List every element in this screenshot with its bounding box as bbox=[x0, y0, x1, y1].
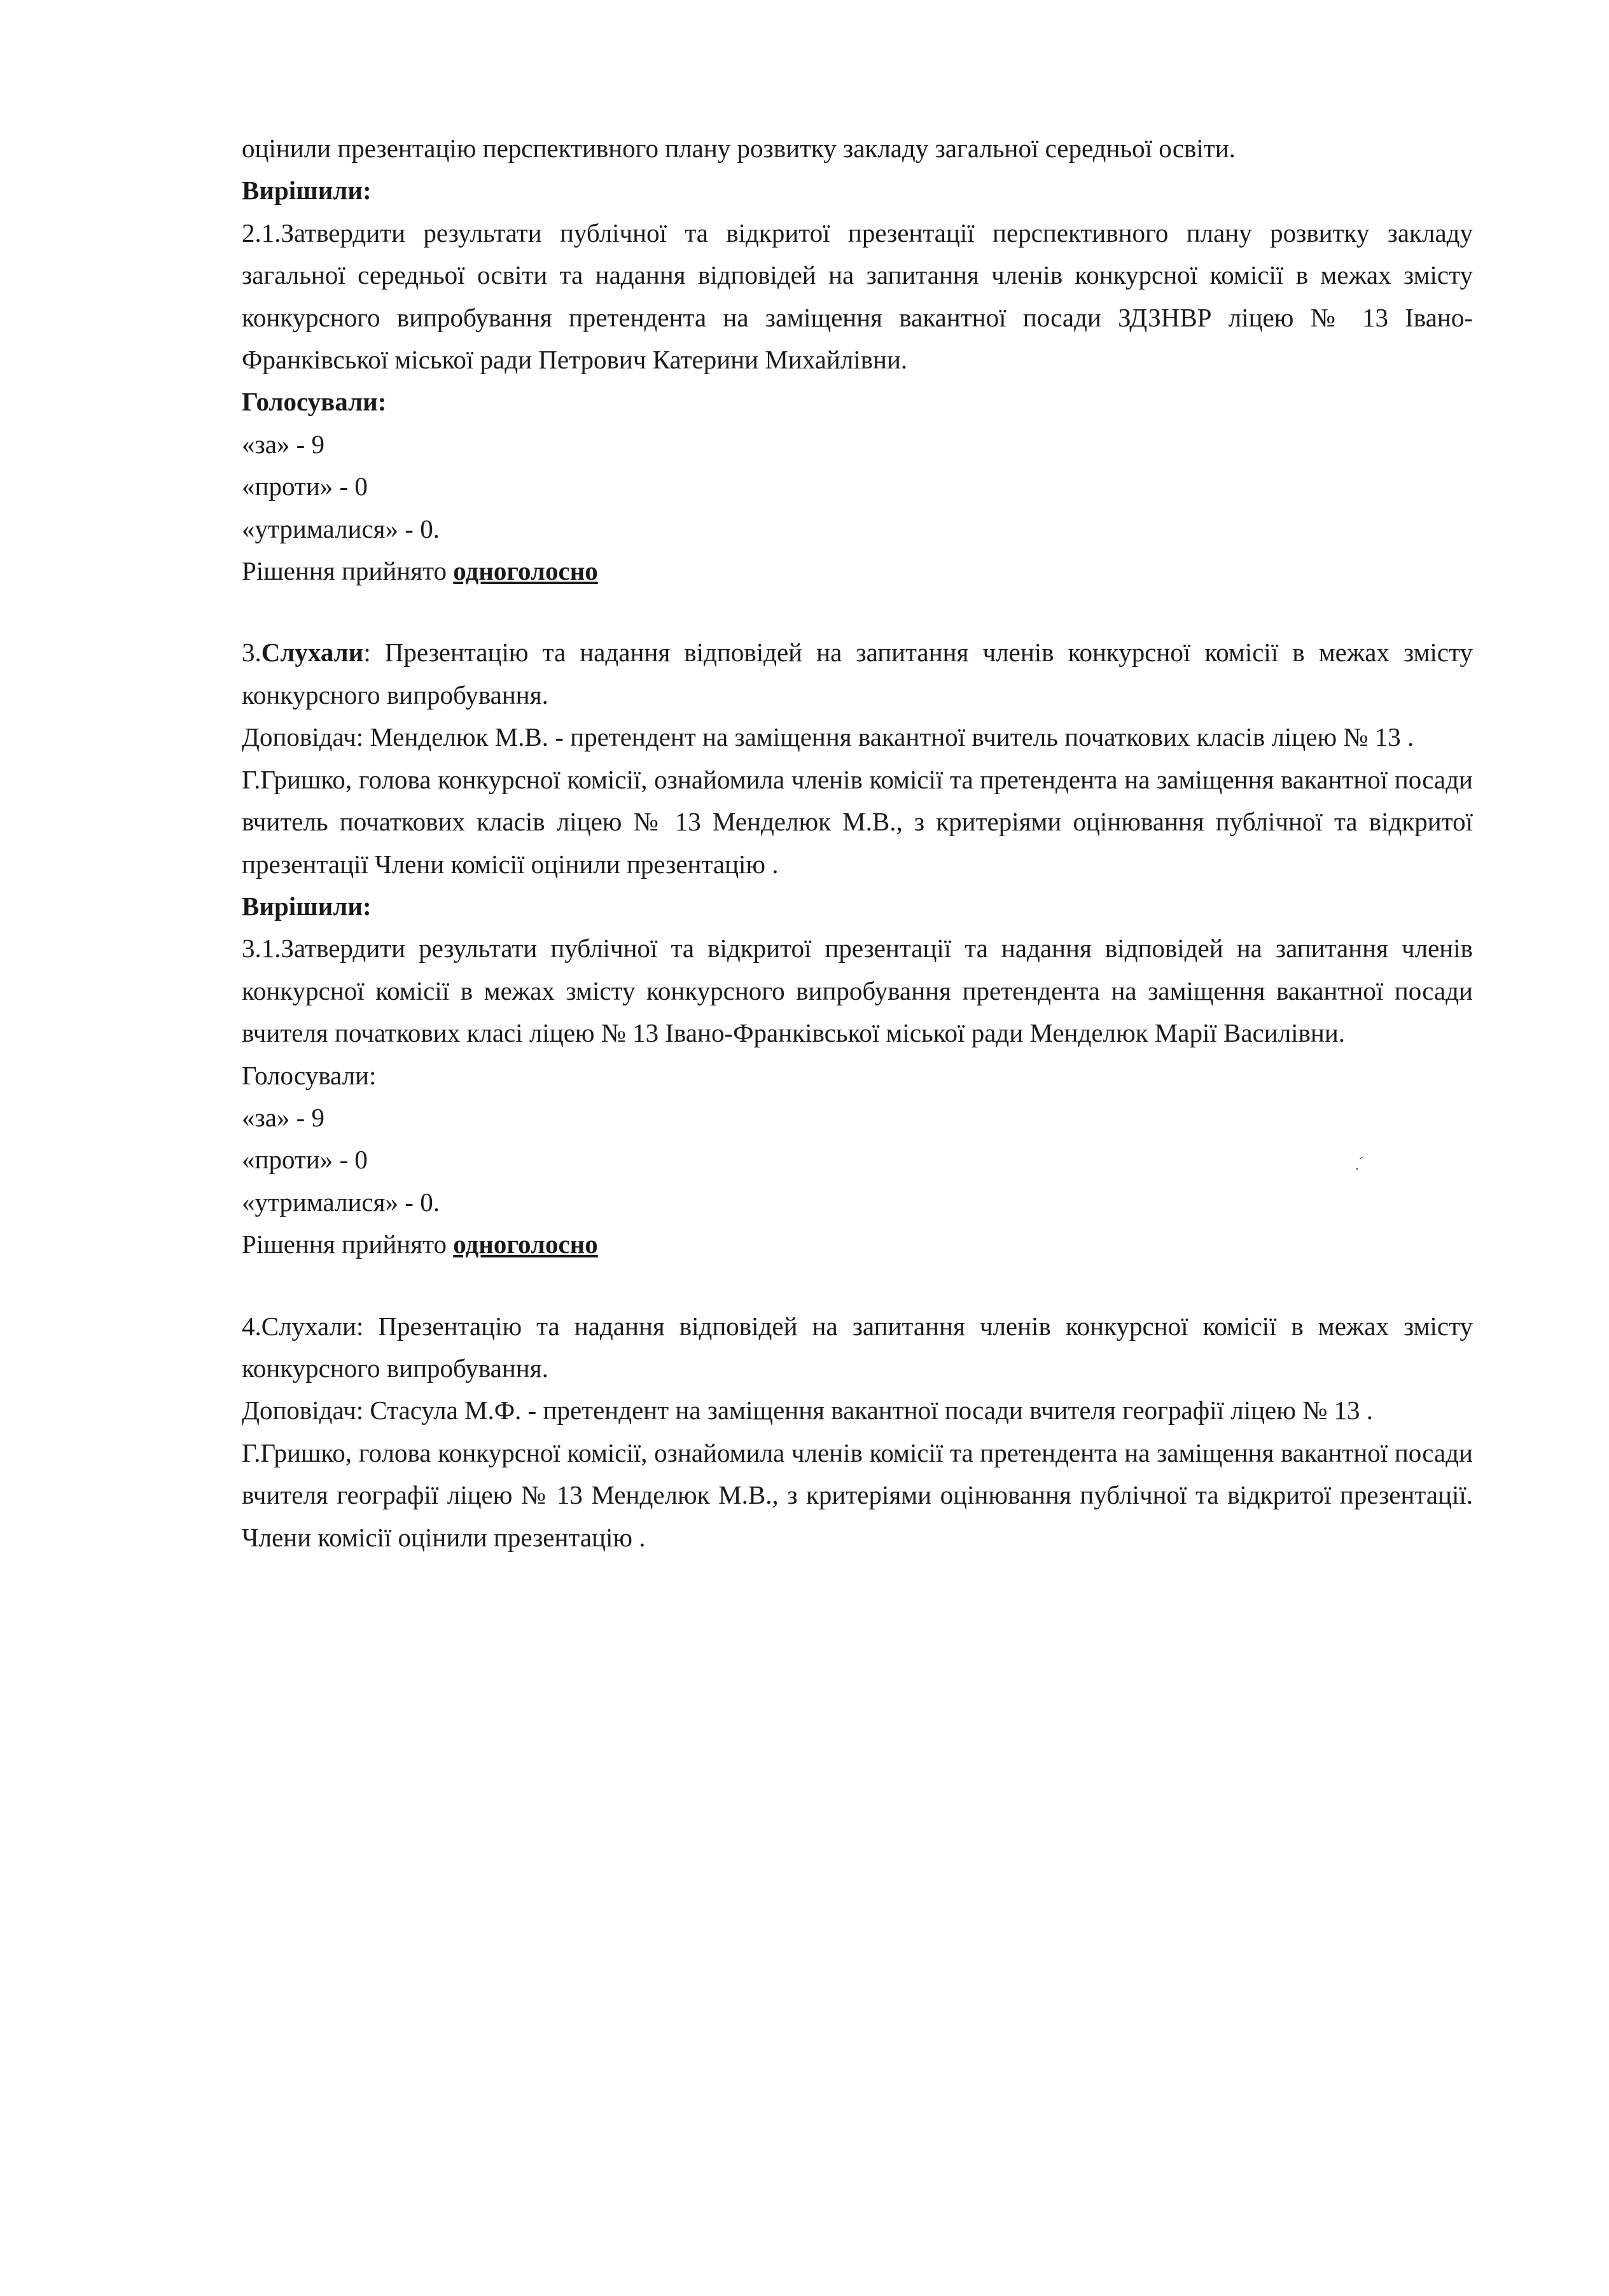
paragraph-item-3-heard bbox=[242, 631, 1473, 716]
paragraph-item-4-body: Г.Гришко, голова конкурсної комісії, ознайомила членів комісії та претендента на заміщення вакантної посади вчителя географії ліцею № 13 Менделюк М.В., з критеріями оцінювання публічної та відкритої презентації. Члени комісії оцінили презентацію . bbox=[242, 1438, 1473, 1552]
decision-2-prefix: Рішення прийнято bbox=[242, 556, 454, 586]
vote-abstained-2: «утрималися» - 0. bbox=[242, 514, 440, 543]
heading-vyrishyly-2: Вирішили: bbox=[242, 176, 372, 206]
item-3-number: 3. bbox=[242, 638, 261, 668]
decision-2 bbox=[242, 550, 1473, 592]
paragraph-intro: оцінили презентацію перспективного плану розвитку закладу загальної середньої освіти. bbox=[242, 134, 1236, 163]
vote-abstained-3: «утрималися» - 0. bbox=[242, 1187, 440, 1217]
section-spacer-2 bbox=[242, 1266, 1473, 1305]
paragraph-item-4-heard: 4.Слухали: Презентацію та надання відповідей на запитання членів конкурсної комісії в межах змісту конкурсного випробування. bbox=[242, 1311, 1473, 1383]
vote-against-2: «проти» - 0 bbox=[242, 472, 368, 501]
section-spacer-1 bbox=[242, 592, 1473, 631]
item-3-heard-text: : Презентацію та надання відповідей на запитання членів конкурсної комісії в межах змісту конкурсного випробування. bbox=[242, 638, 1473, 710]
vote-against-3: «проти» - 0 bbox=[242, 1145, 368, 1175]
vote-for-3: «за» - 9 bbox=[242, 1102, 325, 1132]
item-3-label: Слухали bbox=[261, 638, 364, 668]
decision-3-emphasis: одноголосно bbox=[453, 1229, 598, 1259]
decision-3 bbox=[242, 1223, 1473, 1265]
heading-holosuvaly-2: Голосували: bbox=[242, 387, 387, 417]
decision-2-emphasis: одноголосно bbox=[453, 556, 598, 586]
vote-for-2: «за» - 9 bbox=[242, 429, 325, 459]
paragraph-item-3-1: 3.1.Затвердити результати публічної та відкритої презентації та надання відповідей на запитання членів конкурсної комісії в межах змісту конкурсного випробування претендента на заміщення вакантної посади вчителя початкових класі ліцею № 13 Івано-Франківської міської ради Менделюк Марії Василівни. bbox=[242, 934, 1473, 1048]
paragraph-item-3-body: Г.Гришко, голова конкурсної комісії, ознайомила членів комісії та претендента на заміщення вакантної посади вчитель початкових класів ліцею № 13 Менделюк М.В., з критеріями оцінювання публічної та відкритої презентації Члени комісії оцінили презентацію . bbox=[242, 764, 1473, 879]
paragraph-item-3-speaker: Доповідач: Менделюк М.В. - претендент на заміщення вакантної вчитель початкових класів ліцею № 13 . bbox=[242, 722, 1414, 752]
document-body bbox=[242, 127, 1473, 1558]
heading-holosuvaly-3: Голосували: bbox=[242, 1060, 377, 1090]
scan-artifact-mark: . ́ bbox=[1355, 1157, 1363, 1173]
paragraph-item-2-1: 2.1.Затвердити результати публічної та відкритої презентації перспективного плану розвитку закладу загальної середньої освіти та надання відповідей на запитання членів конкурсної комісії в межах змісту конкурсного випробування претендента на заміщення вакантної посади ЗДЗНВР ліцею № 13 Івано-Франківської міської ради Петрович Катерини Михайлівни. bbox=[242, 218, 1473, 375]
heading-vyrishyly-3: Вирішили: bbox=[242, 891, 372, 921]
decision-3-prefix: Рішення прийнято bbox=[242, 1229, 454, 1259]
paragraph-item-4-speaker: Доповідач: Стасула М.Ф. - претендент на заміщення вакантної посади вчителя географії ліцею № 13 . bbox=[242, 1396, 1373, 1425]
